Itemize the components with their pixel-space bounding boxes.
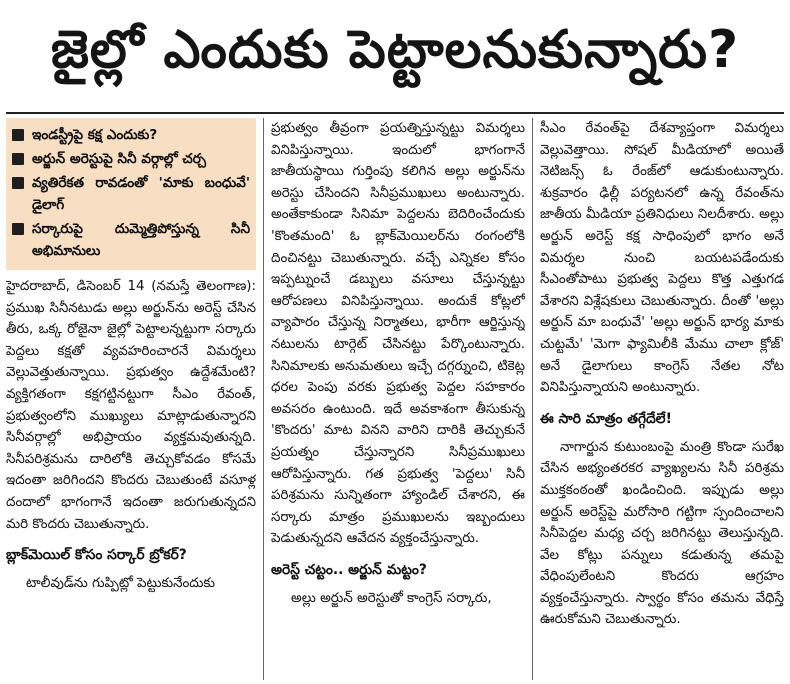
column-1 (6, 118, 256, 684)
highlight-item: సర్కారుపై దుమ్మెత్తిపోస్తున్న సినీ అభిమానులు (12, 218, 250, 262)
square-bullet-icon (12, 153, 24, 165)
highlight-item: అర్జున్ అరెస్టుపై సినీ వర్గాల్లో చర్చ (12, 148, 250, 170)
highlights-box (6, 118, 256, 270)
square-bullet-icon (12, 129, 24, 141)
subheading: అరెస్ట్ చట్టం.. అర్జున్ మట్టం? (271, 561, 427, 578)
square-bullet-icon (12, 223, 24, 235)
article-paragraph: ప్రభుత్వం తీవ్రంగా ప్రయత్నిస్తున్నట్టు విమర్శలు వినిపిస్తున్నాయి. ఇందులో భాగంగానే జాతీయస్థాయి గుర్తింపు కలిగిన అల్లు అర్జున్‌ను అరెస్టు చేసిందని సినీప్రముఖులు అంటున్నారు. అంతేకాకుండా సినిమా పెద్దలను బెదిరించేందుకు 'కొంతమంది' ఓ బ్లాక్‌మెయిలర్‌ను రంగంలోకి దించినట్టు చెబుతున్నారు. వచ్చే ఎన్నికల కోసం ఇప్పట్నుంచే డబ్బులు వసూలు చేస్తున్నట్టు ఆరోపణలు వినిపిస్తున్నాయి. అందుకే కోట్లలో వ్యాపారం చేస్తున్న నిర్మాతలు, భారీగా ఆర్జిస్తున్న నటులను టార్గెట్ చేసినట్టు పేర్కొంటున్నారు. సినిమాలకు అనుమతులు ఇచ్చే దగ్గర్నుంచి, టికెట్ల ధరల పెంపు వరకు ప్రభుత్వ పెద్దల సహకారం అవసరం ఉంటుంది. ఇదే అవకాశంగా తీసుకున్న 'కొందరు' మాట వినని వారిని దారికి తెచ్చుకునే ప్రయత్నం చేస్తున్నారని సినీప్రముఖులు ఆరోపిస్తున్నారు. గత ప్రభుత్వ 'పెద్దలు' సినీ పరిశ్రమను సున్నితంగా హ్యాండిల్ చేశారని, ఈ సర్కారు మాత్రం ప్రముఖులను ఇబ్బందులు పెడుతున్నదని ఆవేదన వ్యక్తంచేస్తున్నారు. (271, 121, 525, 547)
article-paragraph: సీఎం రేవంత్‌పై దేశవ్యాప్తంగా విమర్శలు వెల్లువెత్తాయి. సోషల్ మీడియాలో అయితే నెటిజన్స్ ఓ రేంజ్‌లో ఆడుకుంటున్నారు. శుక్రవారం ఢిల్లీ పర్యటనలో ఉన్న రేవంత్‌ను జాతీయ మీడియా ప్రతినిధులు నిలదీశారు. అల్లు అర్జున్ అరెస్ట్ కక్ష సాధింపులో భాగం అనే విమర్శల నుంచి బయటపడేందుకు సీఎంతోపాటు ప్రభుత్వ పెద్దలు కొత్త ఎత్తుగడ వేశారని విశ్లేషకులు చెబుతున్నారు. దీంతో 'అల్లు అర్జున్ మా బంధువే' 'అల్లు అర్జున్ భార్య మాకు చుట్టమే' 'మెగా ఫ్యామిలీకి మేము చాలా క్లోజ్' అనే డైలాగులు కాంగ్రెస్ నేతల నోట వినిపిస్తున్నాయని అంటున్నారు. (540, 121, 784, 396)
column-2 (271, 118, 525, 684)
subheading: ఈ సారి మాత్రం తగ్గేదేలే! (540, 410, 672, 427)
column-divider-2 (532, 118, 533, 680)
article-paragraph: నాగార్జున కుటుంబంపై మంత్రి కొండా సురేఖ చేసిన అభ్యంతరకర వ్యాఖ్యలను సినీ పరిశ్రమ ముక్తకంఠంతో ఖండించింది. ఇప్పుడు అల్లు అర్జున్ అరెస్ట్‌పై మరోసారి గట్టిగా స్పందించాలని సినీపెద్దల మధ్య చర్చ జరిగినట్టు తెలుస్తున్నది. వేల కోట్లు పన్నులు కడుతున్న తమపై వేధింపులేంటని కొందరు ఆగ్రహం వ్యక్తంచేస్తున్నారు. స్వార్థం కోసం తమను వేధిస్తే ఊరుకోమని చెబుతున్నారు. (540, 439, 784, 628)
article-paragraph: అల్లు అర్జున్ అరెస్టుతో కాంగ్రెస్ సర్కారు, (291, 590, 492, 606)
article-paragraph: టాలీవుడ్‌ను గుప్పిట్లో పెట్టుకునేందుకు (26, 576, 215, 592)
highlight-item: ఇండస్ట్రీపై కక్ష ఎందుకు? (12, 124, 250, 146)
headline-divider (6, 112, 784, 114)
dateline: హైదరాబాద్, డిసెంబర్ 14 (నమస్తే తెలంగాణ): (6, 279, 256, 294)
highlight-item: వ్యతిరేకత రావడంతో 'మాకు బంధువే' డైలాగ్ (12, 172, 250, 216)
page-headline: జైల్లో ఎందుకు పెట్టాలనుకున్నారు? (50, 19, 740, 80)
subheading: బ్లాక్‌మెయిల్ కోసం సర్కార్ బ్రోకర్? (6, 547, 187, 564)
column-3 (540, 118, 784, 684)
square-bullet-icon (12, 177, 24, 189)
article-paragraph: హైదరాబాద్, డిసెంబర్ 14 (నమస్తే తెలంగాణ): ప్రముఖ సినీనటుడు అల్లు అర్జున్‌ను అరెస్ట్ చేసిన తీరు, ఒక్క రోజైనా జైల్లో పెట్టాలన్నట్టుగా సర్కారు పెద్దలు కక్షతో వ్యవహరించారనే విమర్శలు వెల్లువెత్తుతున్నాయి. ప్రభుత్వం ఉద్దేశమేంటి? వ్యక్తిగతంగా కక్షగట్టినట్టుగా సీఎం రేవంత్, ప్రభుత్వంలోని ముఖ్యులు మాట్లాడుతున్నారని సినీవర్గాల్లో అభిప్రాయం వ్యక్తమవుతున్నది. సినీపరిశ్రమను దారిలోకి తెచ్చుకోవడం కోసమే ఇదంతా జరిగిందని కొందరు చెబుతుంటే వసూళ్ల దందాలో భాగంగానే ఇదంతా జరుగుతున్నదని మరి కొందరు చెబుతున్నారు. (6, 279, 256, 532)
column-divider-1 (263, 118, 264, 680)
